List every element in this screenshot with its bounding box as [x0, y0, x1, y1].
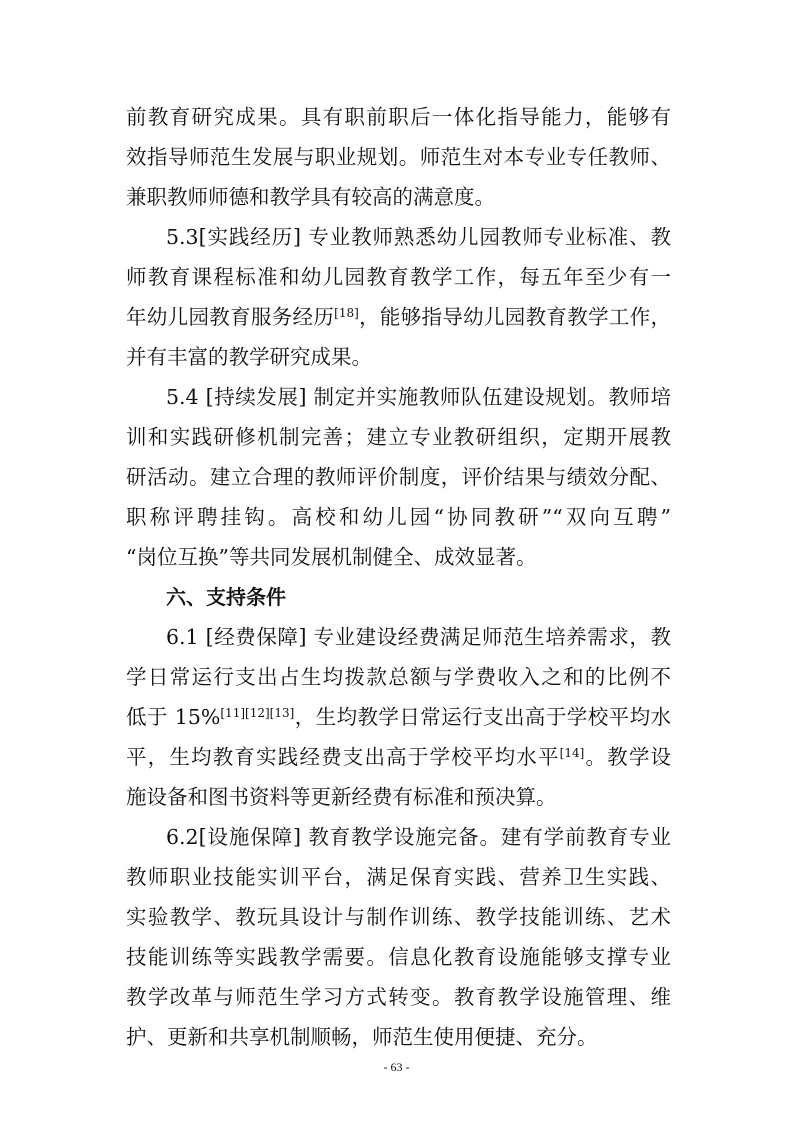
- text-line: 前教育研究成果。具有职前职后一体化指导能力，能够有: [126, 105, 671, 129]
- text-line: 师教育课程标准和幼儿园教育教学工作，每五年至少有一: [126, 265, 671, 289]
- text-line: [126, 697, 671, 737]
- text-segment: 平，生均教育实践经费支出高于学校平均水平: [126, 745, 560, 769]
- text-line: 教师职业技能实训平台，满足保育实践、营养卫生实践、: [126, 865, 671, 889]
- citation-ref: [18]: [334, 306, 359, 320]
- page-number: - 63 -: [383, 1060, 410, 1074]
- section-5-4-line: 5.4 [持续发展] 制定并实施教师队伍建设规划。教师培: [166, 385, 671, 409]
- text-line: [126, 297, 671, 337]
- text-line: 兼职教师师德和教学具有较高的满意度。: [126, 185, 495, 209]
- text-line: 实验教学、教玩具设计与制作训练、教学技能训练、艺术: [126, 905, 671, 929]
- text-line: 护、更新和共享机制顺畅，师范生使用便捷、充分。: [126, 1025, 598, 1049]
- text-segment: ，生均教学日常运行支出高于学校平均水: [294, 705, 671, 729]
- text-line: 职称评聘挂钩。高校和幼儿园“协同教研”“双向互聘”: [126, 505, 671, 529]
- text-segment: 低于 15%: [126, 705, 221, 729]
- text-line: 并有丰富的教学研究成果。: [126, 345, 372, 369]
- citation-ref: [14]: [559, 746, 585, 760]
- text-line: 研活动。建立合理的教师评价制度，评价结果与绩效分配、: [126, 465, 671, 489]
- text-line: 教学改革与师范生学习方式转变。教育教学设施管理、维: [126, 985, 671, 1009]
- section-heading: 六、支持条件: [166, 585, 286, 609]
- text-line: 技能训练等实践教学需要。信息化教育设施能够支撑专业: [126, 945, 671, 969]
- section-6-2-line: 6.2[设施保障] 教育教学设施完备。建有学前教育专业: [166, 825, 671, 849]
- text-line: [126, 737, 671, 777]
- text-line: “岗位互换”等共同发展机制健全、成效显著。: [126, 545, 537, 569]
- text-line: 学日常运行支出占生均拨款总额与学费收入之和的比例不: [126, 665, 671, 689]
- section-6-1-line: 6.1 [经费保障] 专业建设经费满足师范生培养需求，教: [166, 625, 671, 649]
- text-line: 训和实践研修机制完善；建立专业教研组织，定期开展教: [126, 425, 671, 449]
- text-line: 效指导师范生发展与职业规划。师范生对本专业专任教师、: [126, 145, 671, 169]
- citation-ref: [11][12][13]: [220, 706, 295, 720]
- text-line: 施设备和图书资料等更新经费有标准和预决算。: [126, 785, 557, 809]
- section-5-3-line: 5.3[实践经历] 专业教师熟悉幼儿园教师专业标准、教: [166, 225, 671, 249]
- text-segment: 年幼儿园教育服务经历: [126, 305, 335, 329]
- text-segment: 。教学设: [584, 745, 671, 769]
- text-segment: ，能够指导幼儿园教育教学工作，: [358, 305, 671, 329]
